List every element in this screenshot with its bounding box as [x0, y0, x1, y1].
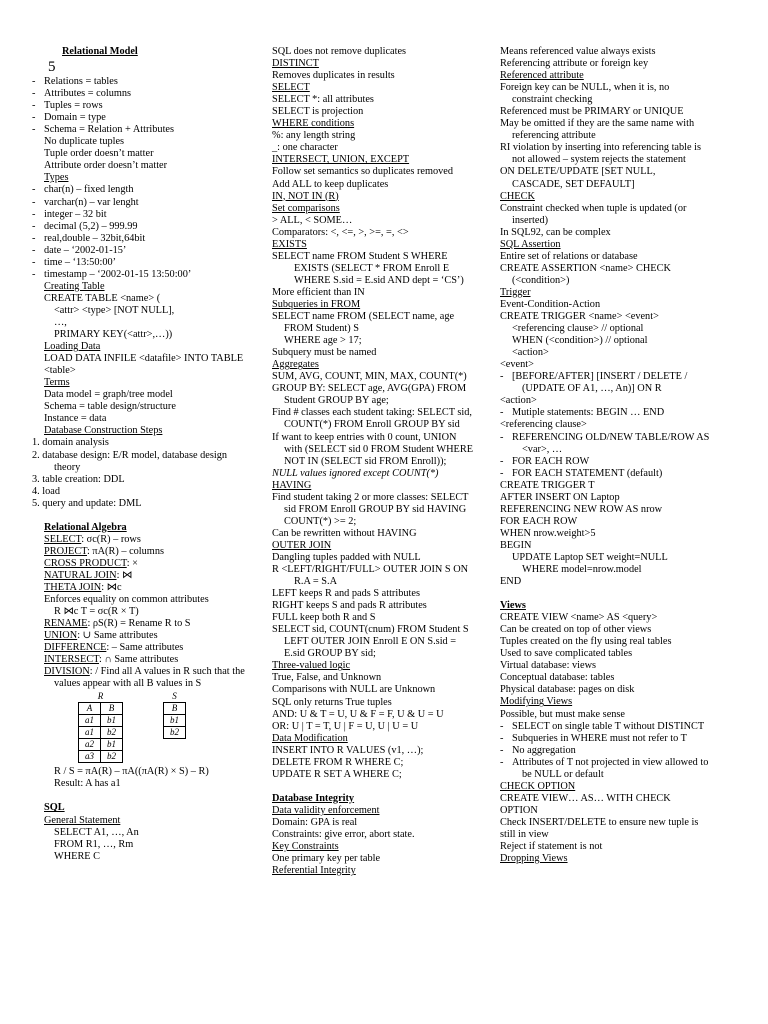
table-cell: b2 [164, 727, 186, 739]
text-line: CREATE VIEW <name> AS <query> [500, 612, 658, 624]
section-heading: Three-valued logic [272, 660, 351, 672]
ra-op [32, 534, 264, 546]
ra-op-name: SELECT [44, 533, 82, 545]
type-item [32, 257, 264, 269]
text-line: Virtual database: views [500, 660, 597, 672]
ra-op-name: RENAME [44, 618, 88, 630]
bullet-dash: - [32, 256, 36, 268]
section-heading: Database Integrity [272, 792, 355, 804]
ra-op-desc: : – Same attributes [106, 642, 184, 654]
text-line: <var>, … [522, 443, 563, 455]
text-line: True, False, and Unknown [272, 672, 382, 684]
bullet-dash: - [500, 467, 504, 479]
text-line: Follow set semantics so duplicates removed [272, 166, 454, 178]
table-cell: a1 [79, 715, 101, 727]
step-line: theory [54, 461, 81, 473]
text-line: _: one character [272, 142, 338, 154]
text-line: SELECT name FROM (SELECT name, age [272, 311, 455, 323]
type-item [32, 233, 264, 245]
text-line: SQL only returns True tuples [272, 696, 392, 708]
text-line: R.A = S.A [294, 576, 338, 588]
table-row [164, 727, 186, 739]
section-heading: Views [500, 600, 526, 612]
section-heading: DISTINCT [272, 58, 319, 70]
bullet-dash: - [500, 720, 504, 732]
text-line: Can be created on top of other views [500, 624, 652, 636]
model-item [32, 76, 264, 88]
text-line: GROUP BY: SELECT age, AVG(GPA) FROM [272, 383, 467, 395]
list-item-text: FOR EACH STATEMENT (default) [512, 467, 663, 479]
type-item [32, 184, 264, 196]
loading-line: <table> [44, 365, 76, 377]
text-line: FULL keep both R and S [272, 612, 376, 624]
text-line: UPDATE Laptop SET weight=NULL [512, 551, 668, 563]
text-line: (<condition>) [512, 274, 570, 286]
loading-data-heading: Loading Data [44, 341, 101, 353]
text-line: BEGIN [500, 539, 532, 551]
division-formula: R / S = πA(R) – πA((πA(R) × S) – R) [54, 766, 209, 778]
ra-op-desc: : ρS(R) = Rename R to S [87, 618, 191, 630]
section-heading: IN, NOT IN (R) [272, 190, 339, 202]
section-heading: Referential Integrity [272, 865, 356, 877]
table-row [164, 715, 186, 727]
table-cell: b1 [101, 739, 123, 751]
section-heading: EXISTS [272, 238, 307, 250]
section-heading: SELECT [272, 82, 310, 94]
bullet-dash: - [32, 184, 36, 196]
section-heading: Subqueries in FROM [272, 298, 361, 310]
bullet-line [500, 432, 750, 444]
text-line: sid FROM Enroll GROUP BY sid HAVING [284, 503, 467, 515]
creating-table-heading: Creating Table [44, 280, 105, 292]
bullet-dash: - [500, 407, 504, 419]
model-notes [32, 136, 264, 172]
section-heading: Trigger [500, 286, 531, 298]
text-line: More efficient than IN [272, 286, 365, 298]
text-line: SELECT *: all attributes [272, 94, 374, 106]
text-line: Physical database: pages on disk [500, 684, 635, 696]
bullet-dash: - [32, 208, 36, 220]
list-item-text: Attributes of T not projected in view allowed to [512, 756, 709, 768]
text-line: WHERE model=nrow.model [522, 564, 642, 576]
list-item-text: SELECT on single table T without DISTINCT [512, 720, 705, 732]
step-line: 4. load [32, 485, 61, 497]
ra-op-name: PROJECT [44, 545, 87, 557]
construction-steps-list [32, 437, 264, 509]
text-line: Comparisons with NULL are Unknown [272, 684, 436, 696]
text-line: <referencing clause> [500, 419, 587, 431]
bullet-dash: - [32, 112, 36, 124]
section-heading: OUTER JOIN [272, 539, 332, 551]
bullet-dash: - [500, 455, 504, 467]
loading-data-block [32, 353, 264, 377]
section-heading: WHERE conditions [272, 118, 355, 130]
spacer [500, 588, 750, 600]
table-cell: b1 [101, 715, 123, 727]
list-item-text: Mutiple statements: BEGIN … END [512, 407, 665, 419]
model-item [32, 124, 264, 136]
text-line: Foreign key can be NULL, when it is, no [500, 82, 670, 94]
bullet-dash: - [32, 196, 36, 208]
relational-algebra-ops-2 [32, 618, 264, 678]
text-line: referencing attribute [512, 130, 596, 142]
text-line: CREATE TRIGGER T [500, 479, 595, 491]
list-item-text: [BEFORE/AFTER] [INSERT / DELETE / [512, 371, 688, 383]
model-item [32, 100, 264, 112]
creating-line: <attr> <type> [NOT NULL], [54, 304, 175, 316]
bullet-line [500, 456, 750, 468]
bullet-dash: - [32, 232, 36, 244]
table-row [79, 715, 123, 727]
general-line: SELECT A1, …, An [54, 826, 139, 838]
text-line: REFERENCING NEW ROW AS nrow [500, 503, 663, 515]
bullet-dash: - [500, 756, 504, 768]
text-line: Find # classes each student taking: SELECT sid, [272, 407, 473, 419]
ra-op-name: CROSS PRODUCT [44, 557, 127, 569]
bullet-dash: - [32, 268, 36, 280]
relational-algebra-ops [32, 534, 264, 594]
sql-heading: SQL [44, 802, 65, 814]
creating-line: …, [54, 316, 67, 328]
model-item [32, 112, 264, 124]
text-line: with (SELECT sid 0 FROM Student WHERE [284, 443, 473, 455]
text-line: Tuples created on the fly using real tables [500, 636, 672, 648]
list-item-text: Domain = type [44, 112, 106, 124]
bullet-dash: - [32, 76, 36, 88]
ra-op-desc: : ∩ Same attributes [98, 654, 179, 666]
text-line: R <LEFT/RIGHT/FULL> OUTER JOIN S ON [272, 564, 469, 576]
text-line: WHEN nrow.weight>5 [500, 527, 596, 539]
text-line: > ALL, < SOME… [272, 214, 353, 226]
bullet-line [500, 745, 750, 757]
ra-op-name: DIVISION [44, 666, 90, 678]
text-line: Domain: GPA is real [272, 816, 358, 828]
ra-op [32, 558, 264, 570]
ra-op-name: UNION [44, 630, 78, 642]
text-line: Check INSERT/DELETE to ensure new tuple is [500, 816, 699, 828]
bullet-line [500, 371, 750, 383]
text-line: WHEN (<condition>) // optional [512, 335, 648, 347]
type-item [32, 197, 264, 209]
text-line: inserted) [512, 214, 549, 226]
table-cell: a3 [79, 751, 101, 763]
creating-line: PRIMARY KEY(<attr>,…)) [54, 329, 173, 341]
text-line: RI violation by inserting into referencing table is [500, 142, 702, 154]
list-item-text: REFERENCING OLD/NEW TABLE/ROW AS [512, 431, 710, 443]
term-line: Instance = data [44, 413, 107, 425]
text-line: UPDATE R SET A WHERE C; [272, 768, 402, 780]
text-line: still in view [500, 829, 549, 840]
section-heading: Set comparisons [272, 202, 340, 214]
text-line: WHERE S.sid = E.sid AND dept = ‘CS’) [294, 274, 464, 286]
bullet-dash: - [500, 371, 504, 383]
text-line: CREATE TRIGGER <name> <event> [500, 311, 659, 323]
text-line: WHERE age > 17; [284, 335, 362, 347]
list-item-text: Relations = tables [44, 76, 118, 88]
general-line: WHERE C [54, 850, 101, 862]
text-line: Referenced must be PRIMARY or UNIQUE [500, 106, 684, 118]
text-line: SELECT is projection [272, 106, 364, 118]
text-line: Add ALL to keep duplicates [272, 178, 389, 190]
section-heading: Modifying Views [500, 696, 573, 708]
text-line: CASCADE, SET DEFAULT] [512, 178, 635, 190]
text-line: be NULL or default [522, 768, 604, 780]
relational-model-title: Relational Model [62, 46, 138, 57]
list-item-text: date – ‘2002-01-15’ [44, 244, 127, 256]
text-line: If want to keep entries with 0 count, UNION [272, 431, 457, 443]
table-row [79, 739, 123, 751]
list-item-text: Tuples = rows [44, 100, 103, 112]
text-line: May be omitted if they are the same name with [500, 118, 695, 130]
text-line: E.sid GROUP BY sid; [284, 648, 376, 660]
text-line: SELECT name FROM Student S WHERE [272, 250, 448, 262]
section-heading: SQL Assertion [500, 238, 561, 250]
text-line: EXISTS (SELECT * FROM Enroll E [294, 262, 450, 274]
text-line: Means referenced value always exists [500, 46, 656, 57]
text-line: Comparators: <, <=, >, >=, =, <> [272, 226, 409, 238]
model-note: Attribute order doesn’t matter [44, 160, 168, 172]
types-heading: Types [44, 172, 69, 184]
table-row [79, 751, 123, 763]
general-line: FROM R1, …, Rm [54, 838, 134, 850]
table-cell: b2 [101, 727, 123, 739]
table-cell: b2 [101, 751, 123, 763]
bullet-dash: - [32, 220, 36, 232]
text-line: AND: U & T = U, U & F = F, U & U = U [272, 708, 444, 720]
text-line: Constraint checked when tuple is updated (or [500, 202, 687, 214]
column-sql [272, 46, 500, 877]
bullet-dash: - [32, 244, 36, 256]
creating-table-block [32, 293, 264, 341]
text-line: Find student taking 2 or more classes: SELECT [272, 491, 469, 503]
list-item-text: Schema = Relation + Attributes [44, 124, 175, 136]
step-line: 2. database design: E/R model, database design [32, 449, 228, 461]
table-r-caption: R [97, 691, 104, 702]
ra-op-desc: : ⋈ [116, 569, 133, 581]
text-line: SQL does not remove duplicates [272, 46, 407, 57]
list-item-text: varchar(n) – var lenght [44, 196, 139, 208]
list-item-text: Subqueries in WHERE must not refer to T [512, 732, 687, 744]
text-line: OR: U | T = T, U | F = U, U | U = U [272, 720, 419, 732]
model-item [32, 88, 264, 100]
type-item [32, 245, 264, 257]
list-item-text: real,double – 32bit,64bit [44, 232, 146, 244]
text-line: AFTER INSERT ON Laptop [500, 491, 620, 503]
type-item [32, 221, 264, 233]
text-line: SUM, AVG, COUNT, MIN, MAX, COUNT(*) [272, 371, 467, 383]
section-heading: CHECK [500, 190, 535, 202]
text-line: END [500, 576, 522, 588]
step-line: 3. table creation: DDL [32, 473, 125, 485]
division-continuation: values appear with all B values in S [54, 678, 202, 690]
list-item-text: No aggregation [512, 744, 576, 756]
text-line: Possible, but must make sense [500, 708, 625, 720]
text-line: Conceptual database: tables [500, 672, 615, 684]
join-note-line: R ⋈c T = σc(R × T) [54, 606, 139, 618]
section-heading: Referenced attribute [500, 70, 584, 82]
list-item-text: integer – 32 bit [44, 208, 107, 220]
text-line: Student GROUP BY age; [284, 395, 389, 407]
list-item-text: time – ‘13:50:00’ [44, 256, 117, 268]
ra-op [32, 582, 264, 594]
text-line: COUNT(*) FROM Enroll GROUP BY sid [284, 419, 460, 431]
model-note: Tuple order doesn’t matter [44, 148, 154, 160]
text-line: constraint checking [512, 94, 593, 106]
division-result: Result: A has a1 [54, 778, 121, 790]
text-line: Subquery must be named [272, 347, 377, 359]
model-list [32, 76, 264, 136]
ra-op [32, 546, 264, 558]
section-heading: CHECK OPTION [500, 780, 576, 792]
spacer [272, 781, 500, 793]
table-header: A [79, 703, 101, 715]
ra-op-desc: : ∪ Same attributes [77, 630, 158, 642]
ra-op-desc: : × [126, 557, 138, 569]
bullet-dash: - [32, 124, 36, 136]
table-r [78, 691, 123, 763]
page-number: 5 [48, 59, 56, 76]
list-item-text: char(n) – fixed length [44, 184, 134, 196]
column-integrity-views [500, 46, 750, 865]
ra-op-desc: : ⋈c [101, 581, 122, 593]
text-line: NOT IN (SELECT sid FROM Enroll)); [284, 455, 447, 467]
text-line: ON DELETE/UPDATE [SET NULL, [500, 166, 656, 178]
step-line: 1. domain analysis [32, 437, 109, 449]
text-line: DELETE FROM R WHERE C; [272, 756, 404, 768]
ra-op [32, 630, 264, 642]
ra-op [32, 618, 264, 630]
type-item [32, 209, 264, 221]
ra-op-desc: : σc(R) – rows [81, 533, 141, 545]
text-line: FOR EACH ROW [500, 515, 578, 527]
text-line: One primary key per table [272, 853, 381, 865]
bullet-dash: - [500, 732, 504, 744]
text-line: OPTION [500, 804, 538, 816]
step-line: 5. query and update: DML [32, 497, 142, 509]
text-line: Removes duplicates in results [272, 70, 395, 82]
text-line: Can be rewritten without HAVING [272, 527, 417, 539]
ra-op-name: DIFFERENCE [44, 642, 107, 654]
bullet-dash: - [500, 431, 504, 443]
table-cell: b1 [164, 715, 186, 727]
text-line: LEFT OUTER JOIN Enroll E ON S.sid = [284, 636, 457, 648]
ra-op [32, 666, 264, 678]
text-line: Event-Condition-Action [500, 298, 601, 310]
ra-op-name: NATURAL JOIN [44, 569, 117, 581]
table-cell: a2 [79, 739, 101, 751]
bullet-line [500, 468, 750, 480]
text-line: Constraints: give error, abort state. [272, 829, 415, 840]
type-item [32, 269, 264, 281]
creating-line: CREATE TABLE <name> ( [44, 292, 161, 304]
bullet-line [500, 407, 750, 419]
ra-op-name: INTERSECT [44, 654, 99, 666]
text-line: FROM Student) S [284, 323, 359, 335]
text-line: (UPDATE OF A1, …, An)] ON R [522, 383, 662, 395]
ra-op-desc: : / Find all A values in R such that the [89, 666, 245, 678]
text-line: Reject if statement is not [500, 841, 603, 853]
text-line: LEFT keeps R and pads S attributes [272, 588, 420, 600]
text-line: CREATE ASSERTION <name> CHECK [500, 262, 671, 274]
table-row [79, 727, 123, 739]
bullet-line [500, 733, 750, 745]
section-heading: Key Constraints [272, 841, 339, 853]
text-line: RIGHT keeps S and pads R attributes [272, 600, 427, 612]
join-note [32, 594, 264, 618]
text-line: CREATE VIEW… AS… WITH CHECK [500, 792, 671, 804]
bullet-dash: - [500, 744, 504, 756]
model-note: No duplicate tuples [44, 136, 125, 148]
text-line: COUNT(*) >= 2; [284, 515, 357, 527]
table-s-caption: S [172, 691, 177, 702]
table-cell: a1 [79, 727, 101, 739]
text-line: SELECT sid, COUNT(cnum) FROM Student S [272, 624, 469, 636]
section-heading: Data Modification [272, 732, 348, 744]
ra-op-name: THETA JOIN [44, 581, 102, 593]
text-line: <referencing clause> // optional [512, 323, 644, 335]
general-statement-heading: General Statement [44, 814, 121, 826]
text-line: <action> [500, 395, 537, 407]
text-line: In SQL92, can be complex [500, 226, 611, 238]
list-item-text: decimal (5,2) – 999.99 [44, 220, 138, 232]
general-statement-block [32, 827, 264, 863]
text-line: Referencing attribute or foreign key [500, 58, 649, 70]
ra-op [32, 642, 264, 654]
types-list [32, 184, 264, 280]
loading-line: LOAD DATA INFILE <datafile> INTO TABLE [44, 353, 244, 365]
ra-op [32, 570, 264, 582]
list-item-text: Attributes = columns [44, 88, 132, 100]
bullet-line [500, 757, 750, 769]
text-line: <event> [500, 359, 534, 371]
section-heading: HAVING [272, 479, 312, 491]
section-heading: INTERSECT, UNION, EXCEPT [272, 154, 410, 166]
list-item-text: FOR EACH ROW [512, 455, 590, 467]
table-header: B [101, 703, 123, 715]
construction-steps-heading: Database Construction Steps [44, 425, 163, 437]
join-note-line: Enforces equality on common attributes [44, 594, 209, 606]
section-heading: Data validity enforcement [272, 804, 380, 816]
section-heading: Dropping Views [500, 853, 568, 865]
bullet-dash: - [32, 88, 36, 100]
text-line: not allowed – system rejects the statement [512, 154, 686, 166]
section-heading: Aggregates [272, 359, 319, 371]
column-relational-model [32, 46, 264, 863]
bullet-dash: - [32, 100, 36, 112]
text-line: Used to save complicated tables [500, 648, 633, 660]
text-line: Entire set of relations or database [500, 250, 638, 262]
bullet-line [500, 721, 750, 733]
text-line: NULL values ignored except COUNT(*) [272, 467, 439, 479]
text-line: %: any length string [272, 130, 356, 142]
terms-list [32, 389, 264, 425]
division-example-tables [32, 691, 264, 763]
term-line: Data model = graph/tree model [44, 389, 173, 401]
ra-op [32, 654, 264, 666]
table-header: B [164, 703, 186, 715]
table-s [163, 691, 186, 739]
term-line: Schema = table design/structure [44, 401, 176, 413]
relational-algebra-heading: Relational Algebra [44, 521, 127, 533]
text-line: INSERT INTO R VALUES (v1, …); [272, 744, 424, 756]
terms-heading: Terms [44, 377, 70, 389]
text-line: Dangling tuples padded with NULL [272, 551, 421, 563]
text-line: <action> [512, 347, 549, 359]
list-item-text: timestamp – ‘2002-01-15 13:50:00’ [44, 268, 192, 280]
ra-op-desc: : πA(R) – columns [86, 545, 164, 557]
